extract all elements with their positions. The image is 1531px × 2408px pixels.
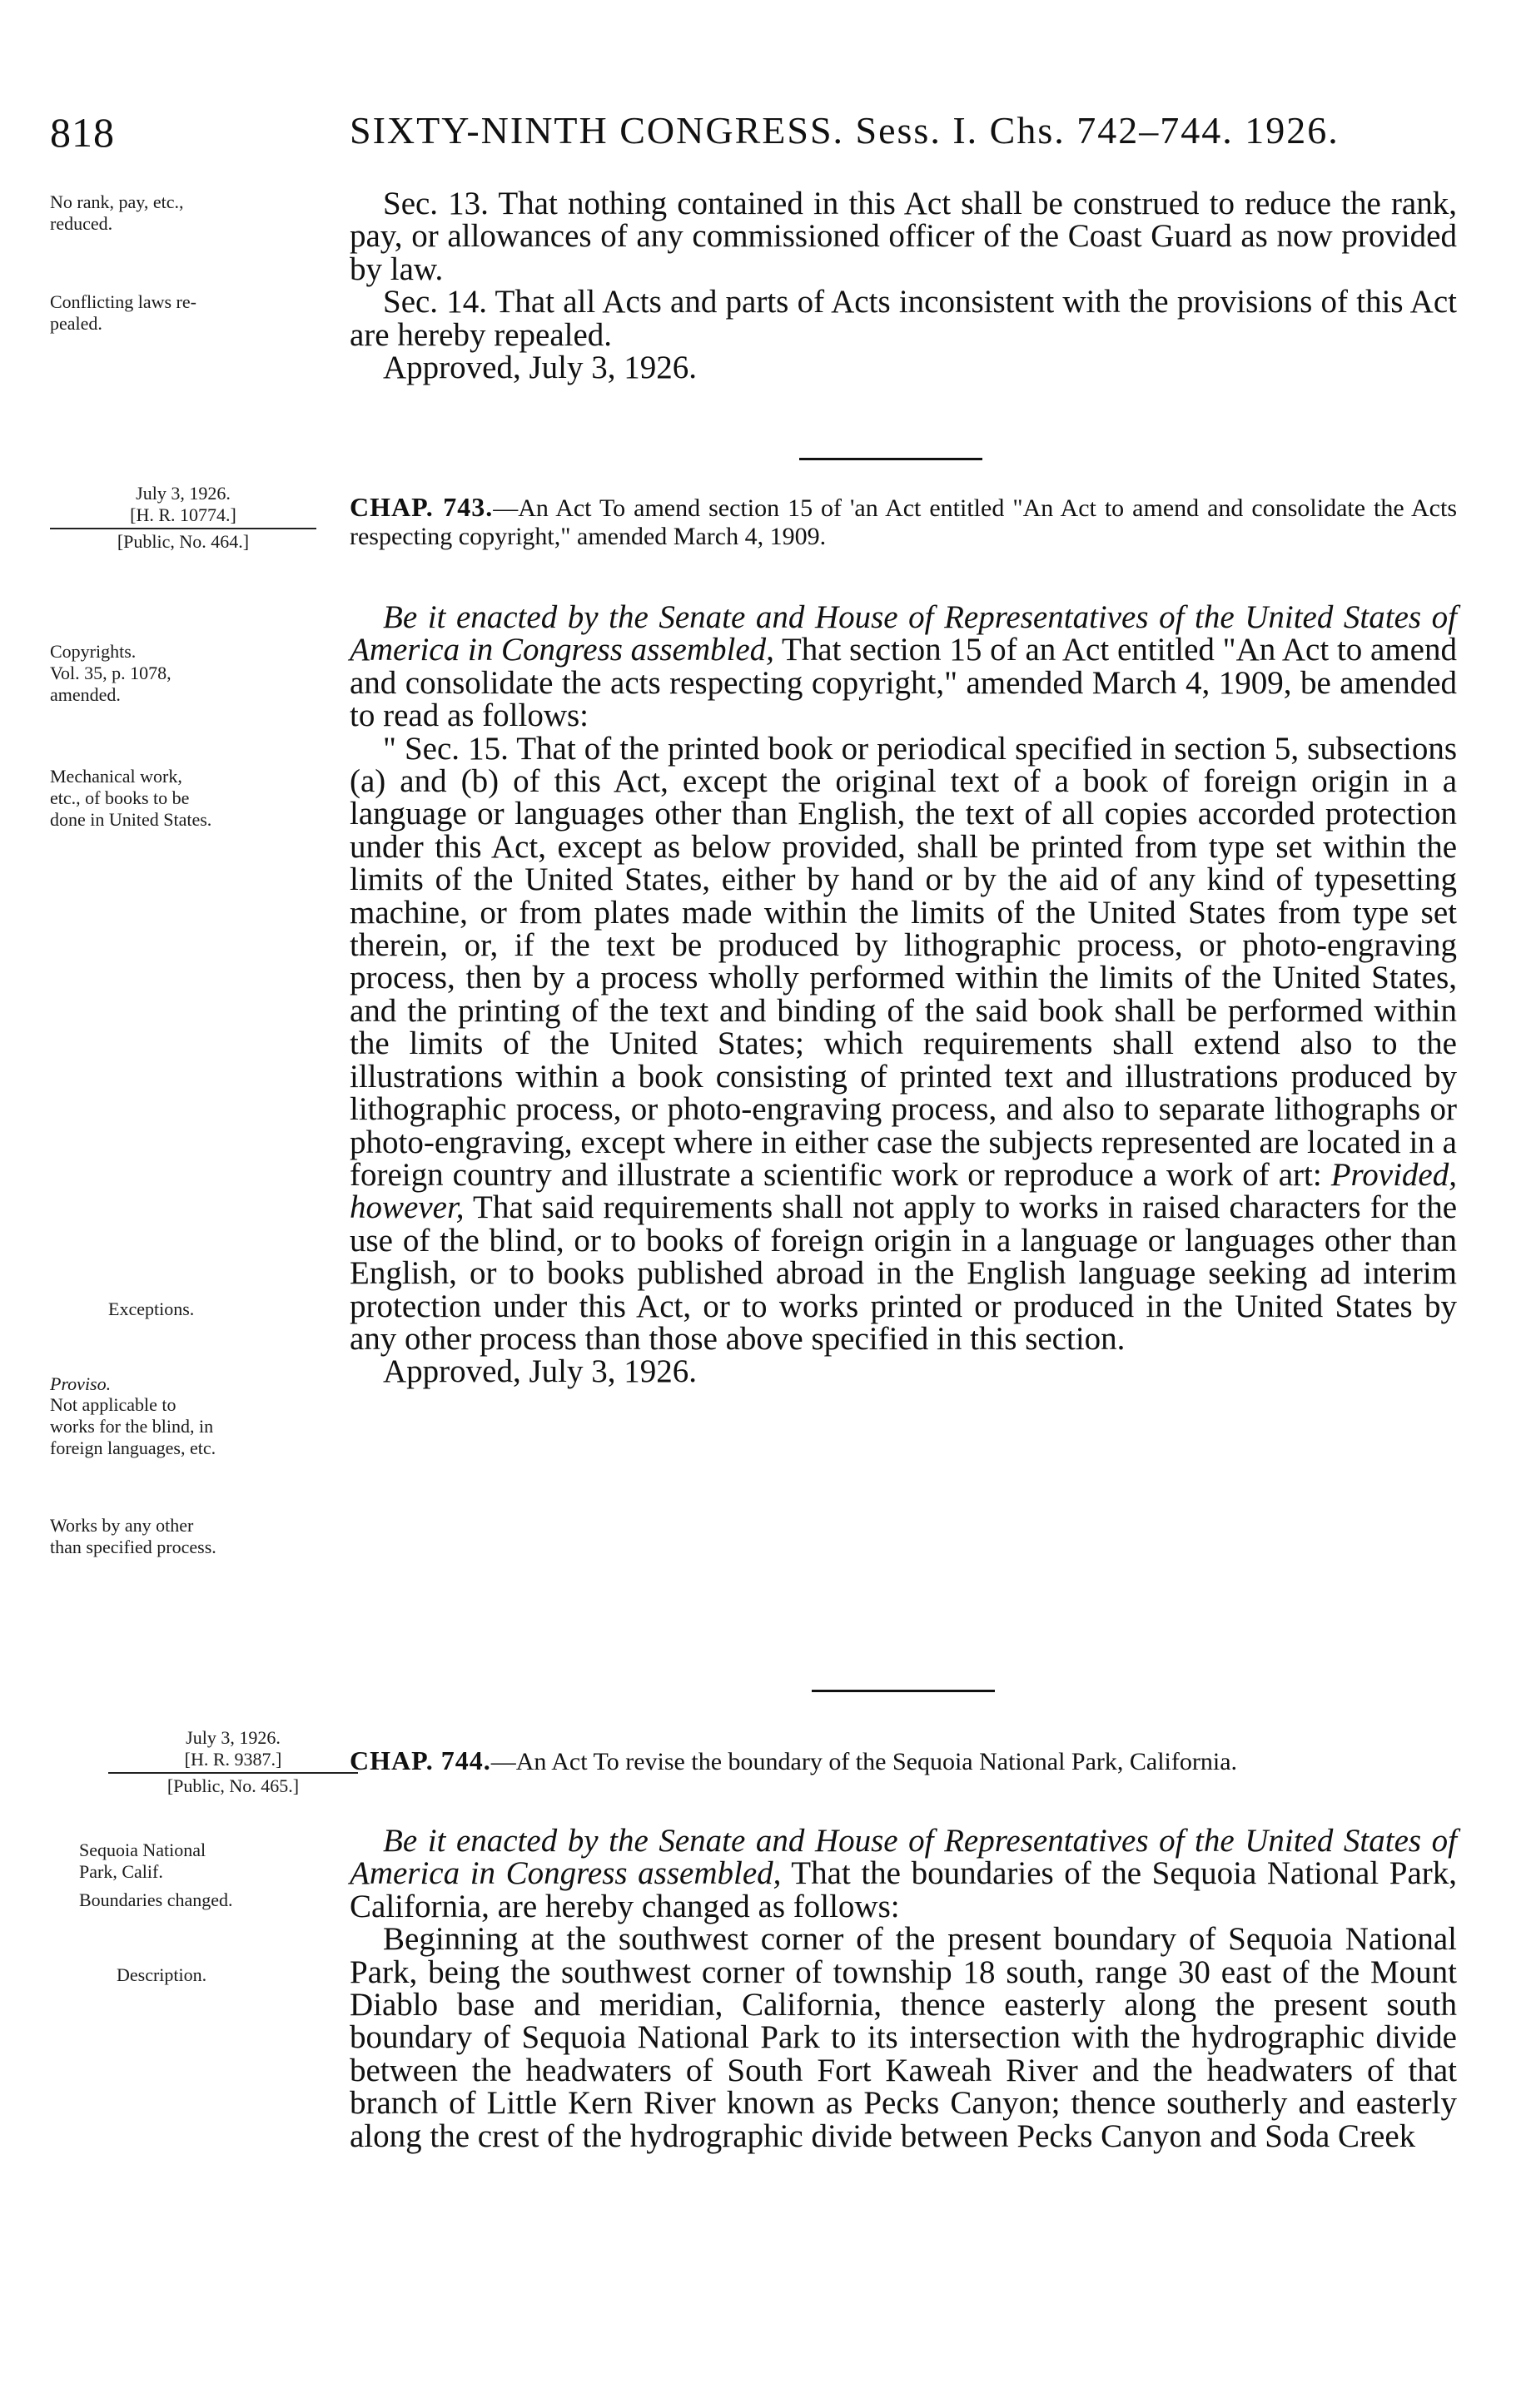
chap743-title: —An Act To amend section 15 of 'an Act entitled "An Act to amend and consolidate the Acts respecting copyright," amended March 4, 1909. [350, 494, 1457, 550]
chap743-date: July 3, 1926. [136, 483, 231, 504]
margin-note-copyrights: Copyrights. Vol. 35, p. 1078, amended. [50, 641, 171, 705]
chap744-public: [Public, No. 465.] [167, 1775, 300, 1796]
margin-note-chap743-ref [50, 483, 316, 553]
sec15-provided: Provided, however, [350, 1156, 1457, 1226]
chap743-body [350, 601, 1457, 1388]
margin-note-sequoia: Sequoia National Park, Calif. [79, 1840, 206, 1882]
section-divider-2 [812, 1690, 995, 1692]
chap744-enacting-clause [350, 1825, 1457, 1923]
sections-13-14 [350, 187, 1457, 384]
approved-chap743: Approved, July 3, 1926. [383, 1353, 697, 1390]
section-divider [799, 458, 982, 460]
chap743-hr: [H. R. 10774.] [130, 504, 236, 525]
section-15-text [350, 732, 1457, 1356]
margin-note-no-rank: No rank, pay, etc., reduced. [50, 191, 184, 234]
chap743-enacting-italic: Be it enacted by the Senate and House of Representatives of the United States of America in Congress assembled, [350, 599, 1457, 668]
chap744-hr: [H. R. 9387.] [184, 1749, 282, 1770]
chap744-label: CHAP. 744. [350, 1745, 491, 1775]
margin-note-exceptions: Exceptions. [108, 1298, 195, 1319]
margin-note-boundaries-changed: Boundaries changed. [79, 1889, 233, 1910]
margin-note-chap744-ref [108, 1727, 358, 1797]
running-head [50, 108, 1465, 158]
margin-note-proviso: Proviso. [50, 1373, 112, 1394]
section-14: Sec. 14. That all Acts and parts of Acts inconsistent with the provisions of this Act are hereby repealed. [350, 284, 1457, 353]
margin-note-not-applicable: Not applicable to works for the blind, in foreign languages, etc. [50, 1394, 216, 1458]
chap744-heading [350, 1746, 1457, 1776]
chap744-date: July 3, 1926. [186, 1727, 281, 1748]
chap743-enacting-rest: That section 15 of an Act entitled "An Act to amend and consolidate the acts respecting copyright," amended March 4, 1909, be amended to read as follows: [350, 632, 1457, 734]
chap744-title: —An Act To revise the boundary of the Sequoia National Park, California. [490, 1748, 1238, 1775]
approved-chap742: Approved, July 3, 1926. [383, 350, 697, 386]
sec15-part2: That said requirements shall not apply to works in raised characters for the use of the blind, or to books of foreign origin in a language or languages other than English, or to books published abroad in the English language seeking ad interim protection under this Act, or to works printed or produced in the United States by any other process than those above specified in this section. [350, 1189, 1457, 1357]
chap743-heading [350, 493, 1457, 551]
section-13: Sec. 13. That nothing contained in this Act shall be construed to reduce the rank, pay, or allowances of any commissioned officer of the Coast Guard as now provided by law. [350, 186, 1457, 287]
chap744-enacting-italic: Be it enacted by the Senate and House of Representatives of the United States of America in Congress assembled, [350, 1823, 1457, 1892]
chap744-description: Beginning at the southwest corner of the present boundary of Sequoia National Park, being the southwest corner of township 18 south, range 30 east of the Mount Diablo base and meridian, California, thence easterly along the present south boundary of Sequoia National Park to its intersection with the hydrographic divide between the headwaters of South Fort Kaweah River and the headwaters of that branch of Little Kern River known as Pecks Canyon; thence southerly and easterly along the crest of the hydrographic divide between Pecks Canyon and Soda Creek [350, 1921, 1457, 2154]
sec15-part1: " Sec. 15. That of the printed book or periodical specified in section 5, subsections (a) and (b) of this Act, except the original text of a book of foreign origin in a language or languages other than English, the text of all copies accorded protection under this Act, except as below provided, shall be printed from type set within the limits of the United States, either by hand or by the aid of any kind of typesetting machine, or from plates made within the limits of the United States from type set therein, or, if the text be produced by lithographic process, or photo-engraving process, then by a process wholly performed within the limits of the United States, and the printing of the text and binding of the said book shall be performed within the limits of the United States; which requirements shall extend also to the illustrations within a book consisting of printed text and illustrations produced by lithographic process, or photo-engraving process, and also to separate lithographs or photo-engraving, except where in either case the subjects represented are located in a foreign country and illustrate a scientific work or reproduce a work of art: [350, 730, 1457, 1193]
chap744-enacting-rest: That the boundaries of the Sequoia National Park, California, are hereby changed as follows: [350, 1855, 1457, 1924]
chap743-label: CHAP. 743. [350, 492, 494, 522]
page-number: 818 [50, 109, 115, 156]
running-head-title: SIXTY-NINTH CONGRESS. Sess. I. Chs. 742–744. 1926. [350, 109, 1340, 151]
margin-note-mechanical-work: Mechanical work, etc., of books to be done in United States. [50, 766, 212, 830]
margin-note-works-by-other: Works by any other than specified process. [50, 1515, 216, 1557]
chap744-body [350, 1825, 1457, 2152]
chap743-enacting-clause [350, 601, 1457, 732]
chap743-public: [Public, No. 464.] [117, 531, 250, 552]
margin-note-conflicting-laws: Conflicting laws re- pealed. [50, 291, 196, 334]
margin-note-description: Description. [117, 1964, 207, 1985]
